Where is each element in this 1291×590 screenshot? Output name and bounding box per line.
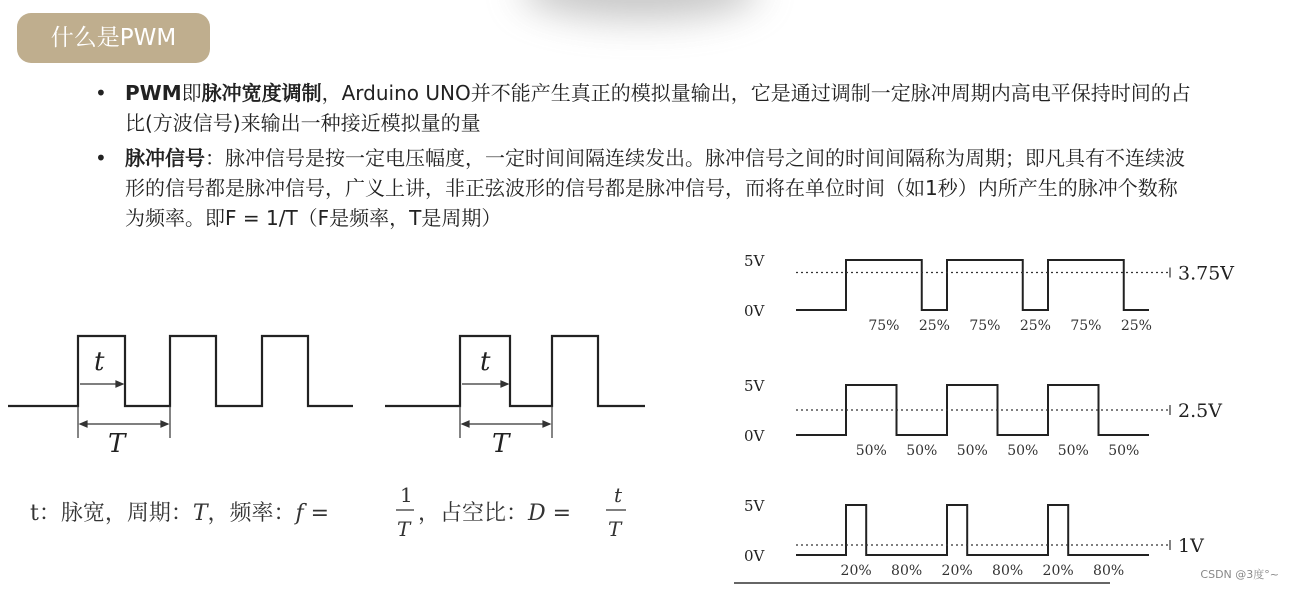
pulse-waveform-1 (8, 336, 353, 406)
duty-percent-label: 50% (1057, 443, 1089, 459)
duty-percent-label: 50% (1007, 443, 1039, 459)
pulse-term: 脉冲信号 (125, 146, 205, 170)
pulse-width-label-1: t (94, 347, 105, 377)
period-label-1: T (108, 429, 126, 459)
pwm-connector: 即 (181, 81, 202, 105)
duty-percent-label: 20% (941, 563, 973, 579)
duty-percent-label: 25% (1120, 318, 1152, 334)
pulse-width-label-2: t (480, 347, 491, 377)
voltage-high-label: 5V (744, 377, 765, 395)
duty-percent-label: 50% (855, 443, 887, 459)
bullet-item-pwm (95, 78, 1195, 138)
decorative-shadow (520, 0, 760, 20)
voltage-low-label: 0V (744, 427, 765, 445)
section-title-badge (17, 13, 210, 63)
pwm-waveform (796, 260, 1149, 310)
bullet-dot: • (95, 81, 107, 105)
bullet-item-pulse (95, 143, 1195, 233)
duty-percent-label: 25% (1019, 318, 1051, 334)
duty-percent-label: 75% (969, 318, 1001, 334)
formula-f-eq: f = (295, 501, 330, 526)
duty-percent-label: 80% (891, 563, 923, 579)
formula-den2: T (608, 517, 622, 541)
formula-T: T (192, 501, 208, 526)
average-voltage-label: 2.5V (1178, 400, 1222, 422)
bullet-list (95, 78, 1195, 238)
duty-percent-label: 20% (840, 563, 872, 579)
duty-cycle-diagram (730, 240, 1250, 590)
formula-line (30, 478, 650, 548)
duty-percent-label: 50% (1108, 443, 1140, 459)
duty-percent-label: 50% (906, 443, 938, 459)
duty-percent-label: 20% (1042, 563, 1074, 579)
watermark: CSDN @3度°~ (1200, 568, 1279, 581)
voltage-high-label: 5V (744, 252, 765, 270)
voltage-low-label: 0V (744, 302, 765, 320)
pwm-description: ，Arduino UNO并不能产生真正的模拟量输出，它是通过调制一定脉冲周期内高电平保持时间的占比(方波信号)来输出一种接近模拟量的量 (125, 81, 1191, 135)
duty-percent-label: 50% (956, 443, 988, 459)
duty-percent-label: 75% (868, 318, 900, 334)
voltage-low-label: 0V (744, 547, 765, 565)
bullet-dot: • (95, 146, 107, 170)
formula-freq-label: ，频率： (207, 501, 296, 526)
duty-percent-label: 80% (1093, 563, 1125, 579)
pwm-definition-term: 脉冲宽度调制 (201, 81, 322, 105)
formula-D-eq: D = (528, 501, 572, 526)
formula-den1: T (397, 517, 411, 541)
duty-percent-label: 80% (992, 563, 1024, 579)
section-title: 什么是PWM (50, 25, 177, 51)
formula-num2: t (614, 483, 623, 507)
formula-duty-label: ，占空比： (418, 501, 529, 526)
duty-percent-label: 75% (1070, 318, 1102, 334)
formula-t-label: t：脉宽，周期： (30, 501, 193, 526)
period-label-2: T (492, 429, 510, 459)
svg-text:，占空比：D = (418, 501, 571, 526)
average-voltage-label: 3.75V (1178, 262, 1235, 285)
pulse-waveform-2 (385, 336, 645, 406)
svg-text:t：脉宽，周期：T，频率：f = (30, 501, 329, 526)
voltage-high-label: 5V (744, 497, 765, 515)
pwm-waveform (796, 505, 1149, 555)
pulse-description: ：脉冲信号是按一定电压幅度，一定时间间隔连续发出。脉冲信号之间的时间间隔称为周期；即凡具有不连续波形的信号都是脉冲信号，广义上讲，非正弦波形的信号都是脉冲信号，而将在单位时间（如1秒）内所产生的脉冲个数称为频率。即F = 1/T（F是频率，T是周期） (125, 146, 1185, 230)
pwm-term: PWM (125, 81, 182, 105)
formula-num1: 1 (400, 483, 413, 507)
duty-percent-label: 25% (918, 318, 950, 334)
average-voltage-label: 1V (1178, 535, 1204, 557)
